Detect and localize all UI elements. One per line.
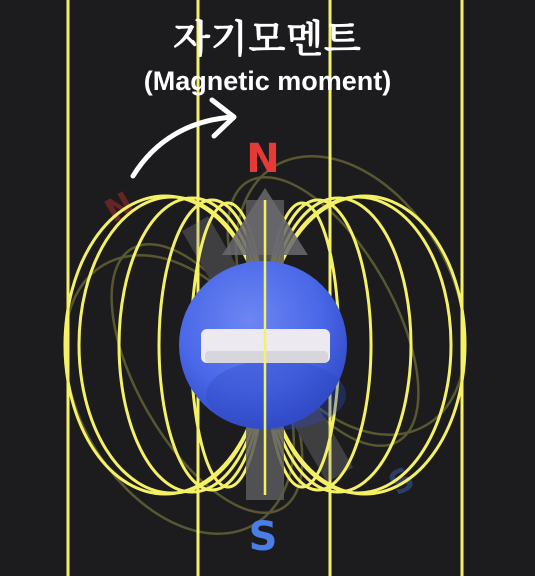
rotation-arrow-icon: [133, 100, 234, 176]
south-pole-label: S: [248, 514, 278, 560]
sphere-shade: [206, 360, 346, 430]
title-korean: 자기모멘트: [173, 17, 362, 61]
particle-sphere: [179, 261, 347, 430]
north-pole-label: N: [246, 136, 280, 182]
faded-north-label: N: [98, 183, 141, 231]
title-english: (Magnetic moment): [143, 66, 392, 96]
rotation-arrow-curve: [133, 117, 233, 176]
minus-sign-shadow: [205, 351, 328, 363]
faded-south-label: S: [382, 458, 421, 504]
